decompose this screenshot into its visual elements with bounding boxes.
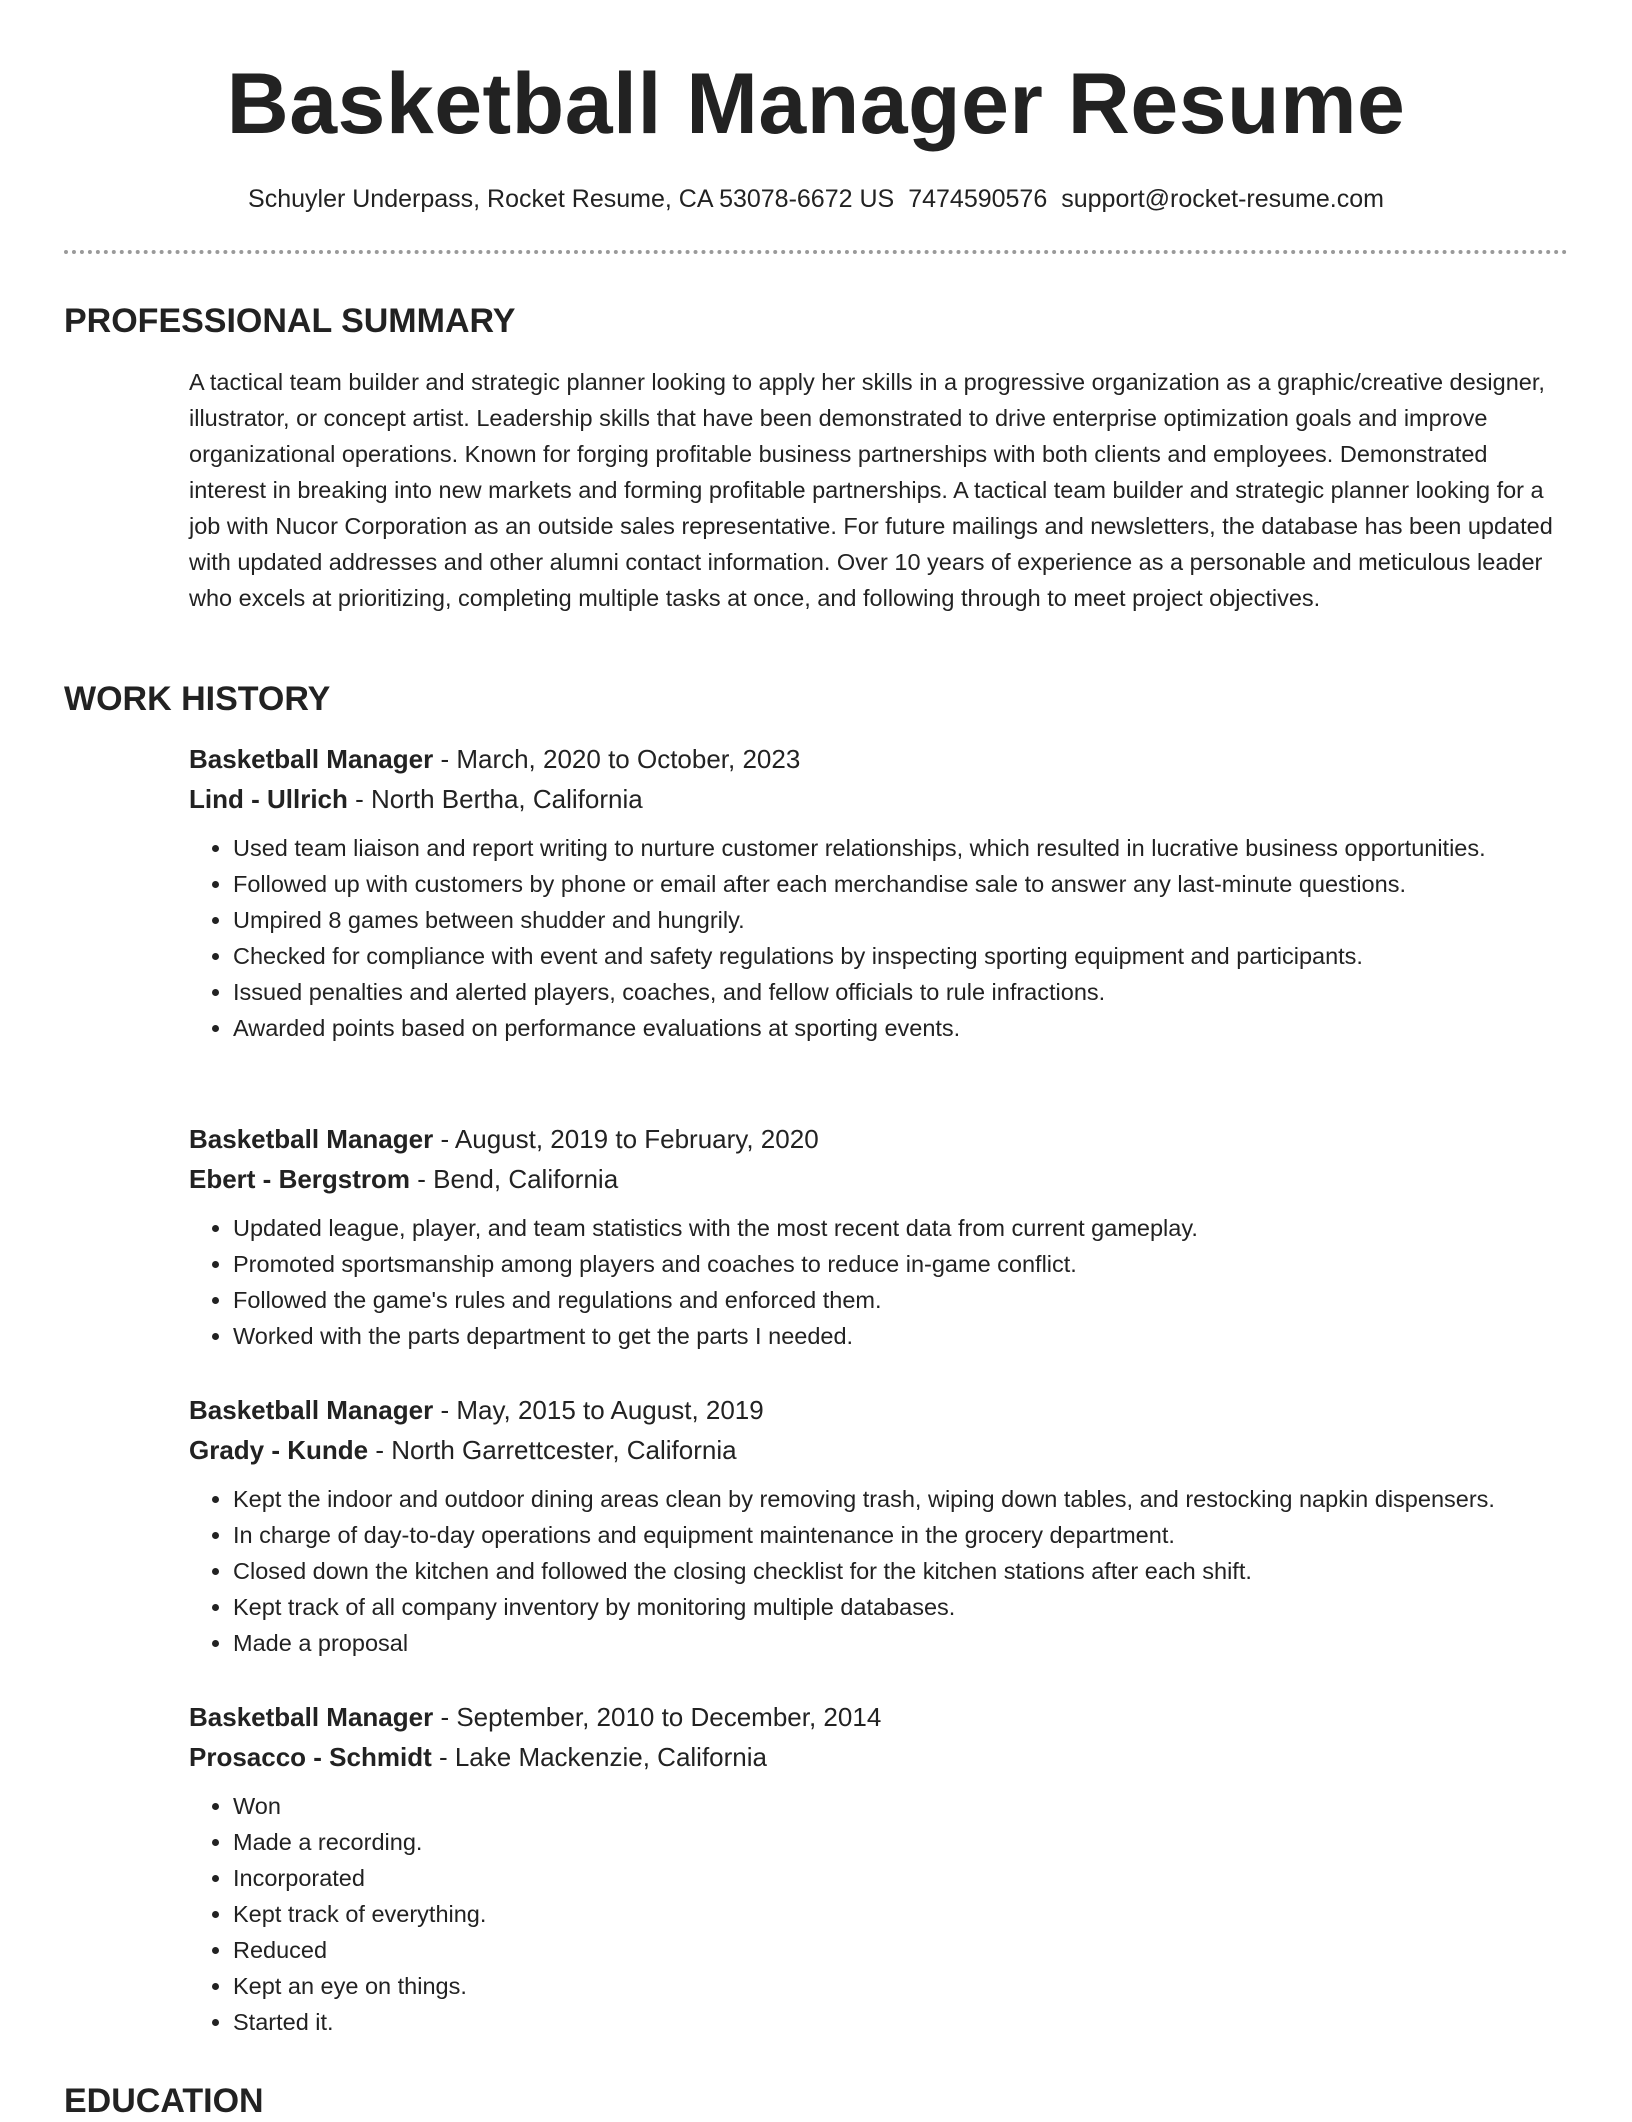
job-location: - North Garrettcester, California xyxy=(368,1435,737,1465)
job-company-line xyxy=(189,1159,1589,1199)
job-bullet: • Kept the indoor and outdoor dining areas clean by removing trash, wiping down tables, and restocking napkin dispensers. xyxy=(233,1481,1573,1517)
job-company-line xyxy=(189,779,1589,819)
job-bullet-list xyxy=(189,1788,1589,2040)
job-bullet-list xyxy=(189,1481,1589,1661)
summary-heading: PROFESSIONAL SUMMARY xyxy=(64,302,516,340)
job-bullet: • Worked with the parts department to get the parts I needed. xyxy=(233,1318,1573,1354)
job-bullet: • Made a proposal xyxy=(233,1625,1573,1661)
contact-line xyxy=(0,182,1632,216)
job-bullet-list xyxy=(189,830,1589,1046)
job-company: Lind - Ullrich xyxy=(189,784,348,814)
job-dates: - September, 2010 to December, 2014 xyxy=(433,1702,882,1732)
job-bullet: • Reduced xyxy=(233,1932,1573,1968)
job-title-line xyxy=(189,1119,1589,1159)
job-company-line xyxy=(189,1737,1589,1777)
header-divider xyxy=(64,250,1568,254)
job-title-line xyxy=(189,1697,1589,1737)
job-title: Basketball Manager xyxy=(189,1124,434,1154)
job-bullet: • Updated league, player, and team statistics with the most recent data from current gameplay. xyxy=(233,1210,1573,1246)
contact-address: Schuyler Underpass, Rocket Resume, CA 53078-6672 US xyxy=(248,185,895,213)
job-bullet: • Won xyxy=(233,1788,1573,1824)
job-bullet-list xyxy=(189,1210,1589,1354)
job-entry xyxy=(189,1119,1589,1354)
job-bullet: • Kept an eye on things. xyxy=(233,1968,1573,2004)
job-dates: - August, 2019 to February, 2020 xyxy=(433,1124,819,1154)
job-entry xyxy=(189,1697,1589,2040)
job-title: Basketball Manager xyxy=(189,744,434,774)
job-bullet: • Kept track of everything. xyxy=(233,1896,1573,1932)
job-bullet: • Incorporated xyxy=(233,1860,1573,1896)
job-bullet: • Followed the game's rules and regulations and enforced them. xyxy=(233,1282,1573,1318)
job-entry xyxy=(189,739,1589,1046)
job-company: Prosacco - Schmidt xyxy=(189,1742,432,1772)
job-company: Grady - Kunde xyxy=(189,1435,369,1465)
summary-text: A tactical team builder and strategic planner looking to apply her skills in a progressive organization as a graphic/creative designer, illustrator, or concept artist. Leadership skills that have been demonstrated to drive enterprise optimization goals and improve organizational operations. Known for forging profitable business partnerships with both clients and employees. Demonstrated interest in breaking into new markets and forming profitable partnerships. A tactical team builder and strategic planner looking for a job with Nucor Corporation as an outside sales representative. For future mailings and newsletters, the database has been updated with updated addresses and other alumni contact information. Over 10 years of experience as a personable and meticulous leader who excels at prioritizing, completing multiple tasks at once, and following through to meet project objectives. xyxy=(189,369,1553,611)
job-bullet: • Used team liaison and report writing to nurture customer relationships, which resulted in lucrative business opportunities. xyxy=(233,830,1573,866)
resume-title: Basketball Manager Resume xyxy=(226,56,1406,152)
contact-email: support@rocket-resume.com xyxy=(1061,185,1384,213)
job-location: - North Bertha, California xyxy=(347,784,643,814)
job-title: Basketball Manager xyxy=(189,1395,434,1425)
job-bullet: • Started it. xyxy=(233,2004,1573,2040)
job-dates: - March, 2020 to October, 2023 xyxy=(433,744,801,774)
job-bullet: • Checked for compliance with event and safety regulations by inspecting sporting equipment and participants. xyxy=(233,938,1573,974)
job-bullet: • Closed down the kitchen and followed the closing checklist for the kitchen stations after each shift. xyxy=(233,1553,1573,1589)
job-dates: - May, 2015 to August, 2019 xyxy=(433,1395,764,1425)
job-bullet: • Made a recording. xyxy=(233,1824,1573,1860)
job-title-line xyxy=(189,1390,1589,1430)
job-company: Ebert - Bergstrom xyxy=(189,1164,411,1194)
job-bullet: • Promoted sportsmanship among players and coaches to reduce in-game conflict. xyxy=(233,1246,1573,1282)
job-bullet: • Followed up with customers by phone or email after each merchandise sale to answer any last-minute questions. xyxy=(233,866,1573,902)
job-bullet: • Kept track of all company inventory by monitoring multiple databases. xyxy=(233,1589,1573,1625)
job-title: Basketball Manager xyxy=(189,1702,434,1732)
job-company-line xyxy=(189,1430,1589,1470)
work-history-heading: WORK HISTORY xyxy=(64,680,331,718)
job-bullet: • Issued penalties and alerted players, coaches, and fellow officials to rule infractions. xyxy=(233,974,1573,1010)
contact-phone: 7474590576 xyxy=(908,185,1048,213)
job-bullet: • Awarded points based on performance evaluations at sporting events. xyxy=(233,1010,1573,1046)
job-location: - Lake Mackenzie, California xyxy=(431,1742,767,1772)
education-heading: EDUCATION xyxy=(64,2082,264,2120)
job-entry xyxy=(189,1390,1589,1661)
job-location: - Bend, California xyxy=(410,1164,619,1194)
job-bullet: • Umpired 8 games between shudder and hungrily. xyxy=(233,902,1573,938)
job-bullet: • In charge of day-to-day operations and equipment maintenance in the grocery department. xyxy=(233,1517,1573,1553)
job-title-line xyxy=(189,739,1589,779)
